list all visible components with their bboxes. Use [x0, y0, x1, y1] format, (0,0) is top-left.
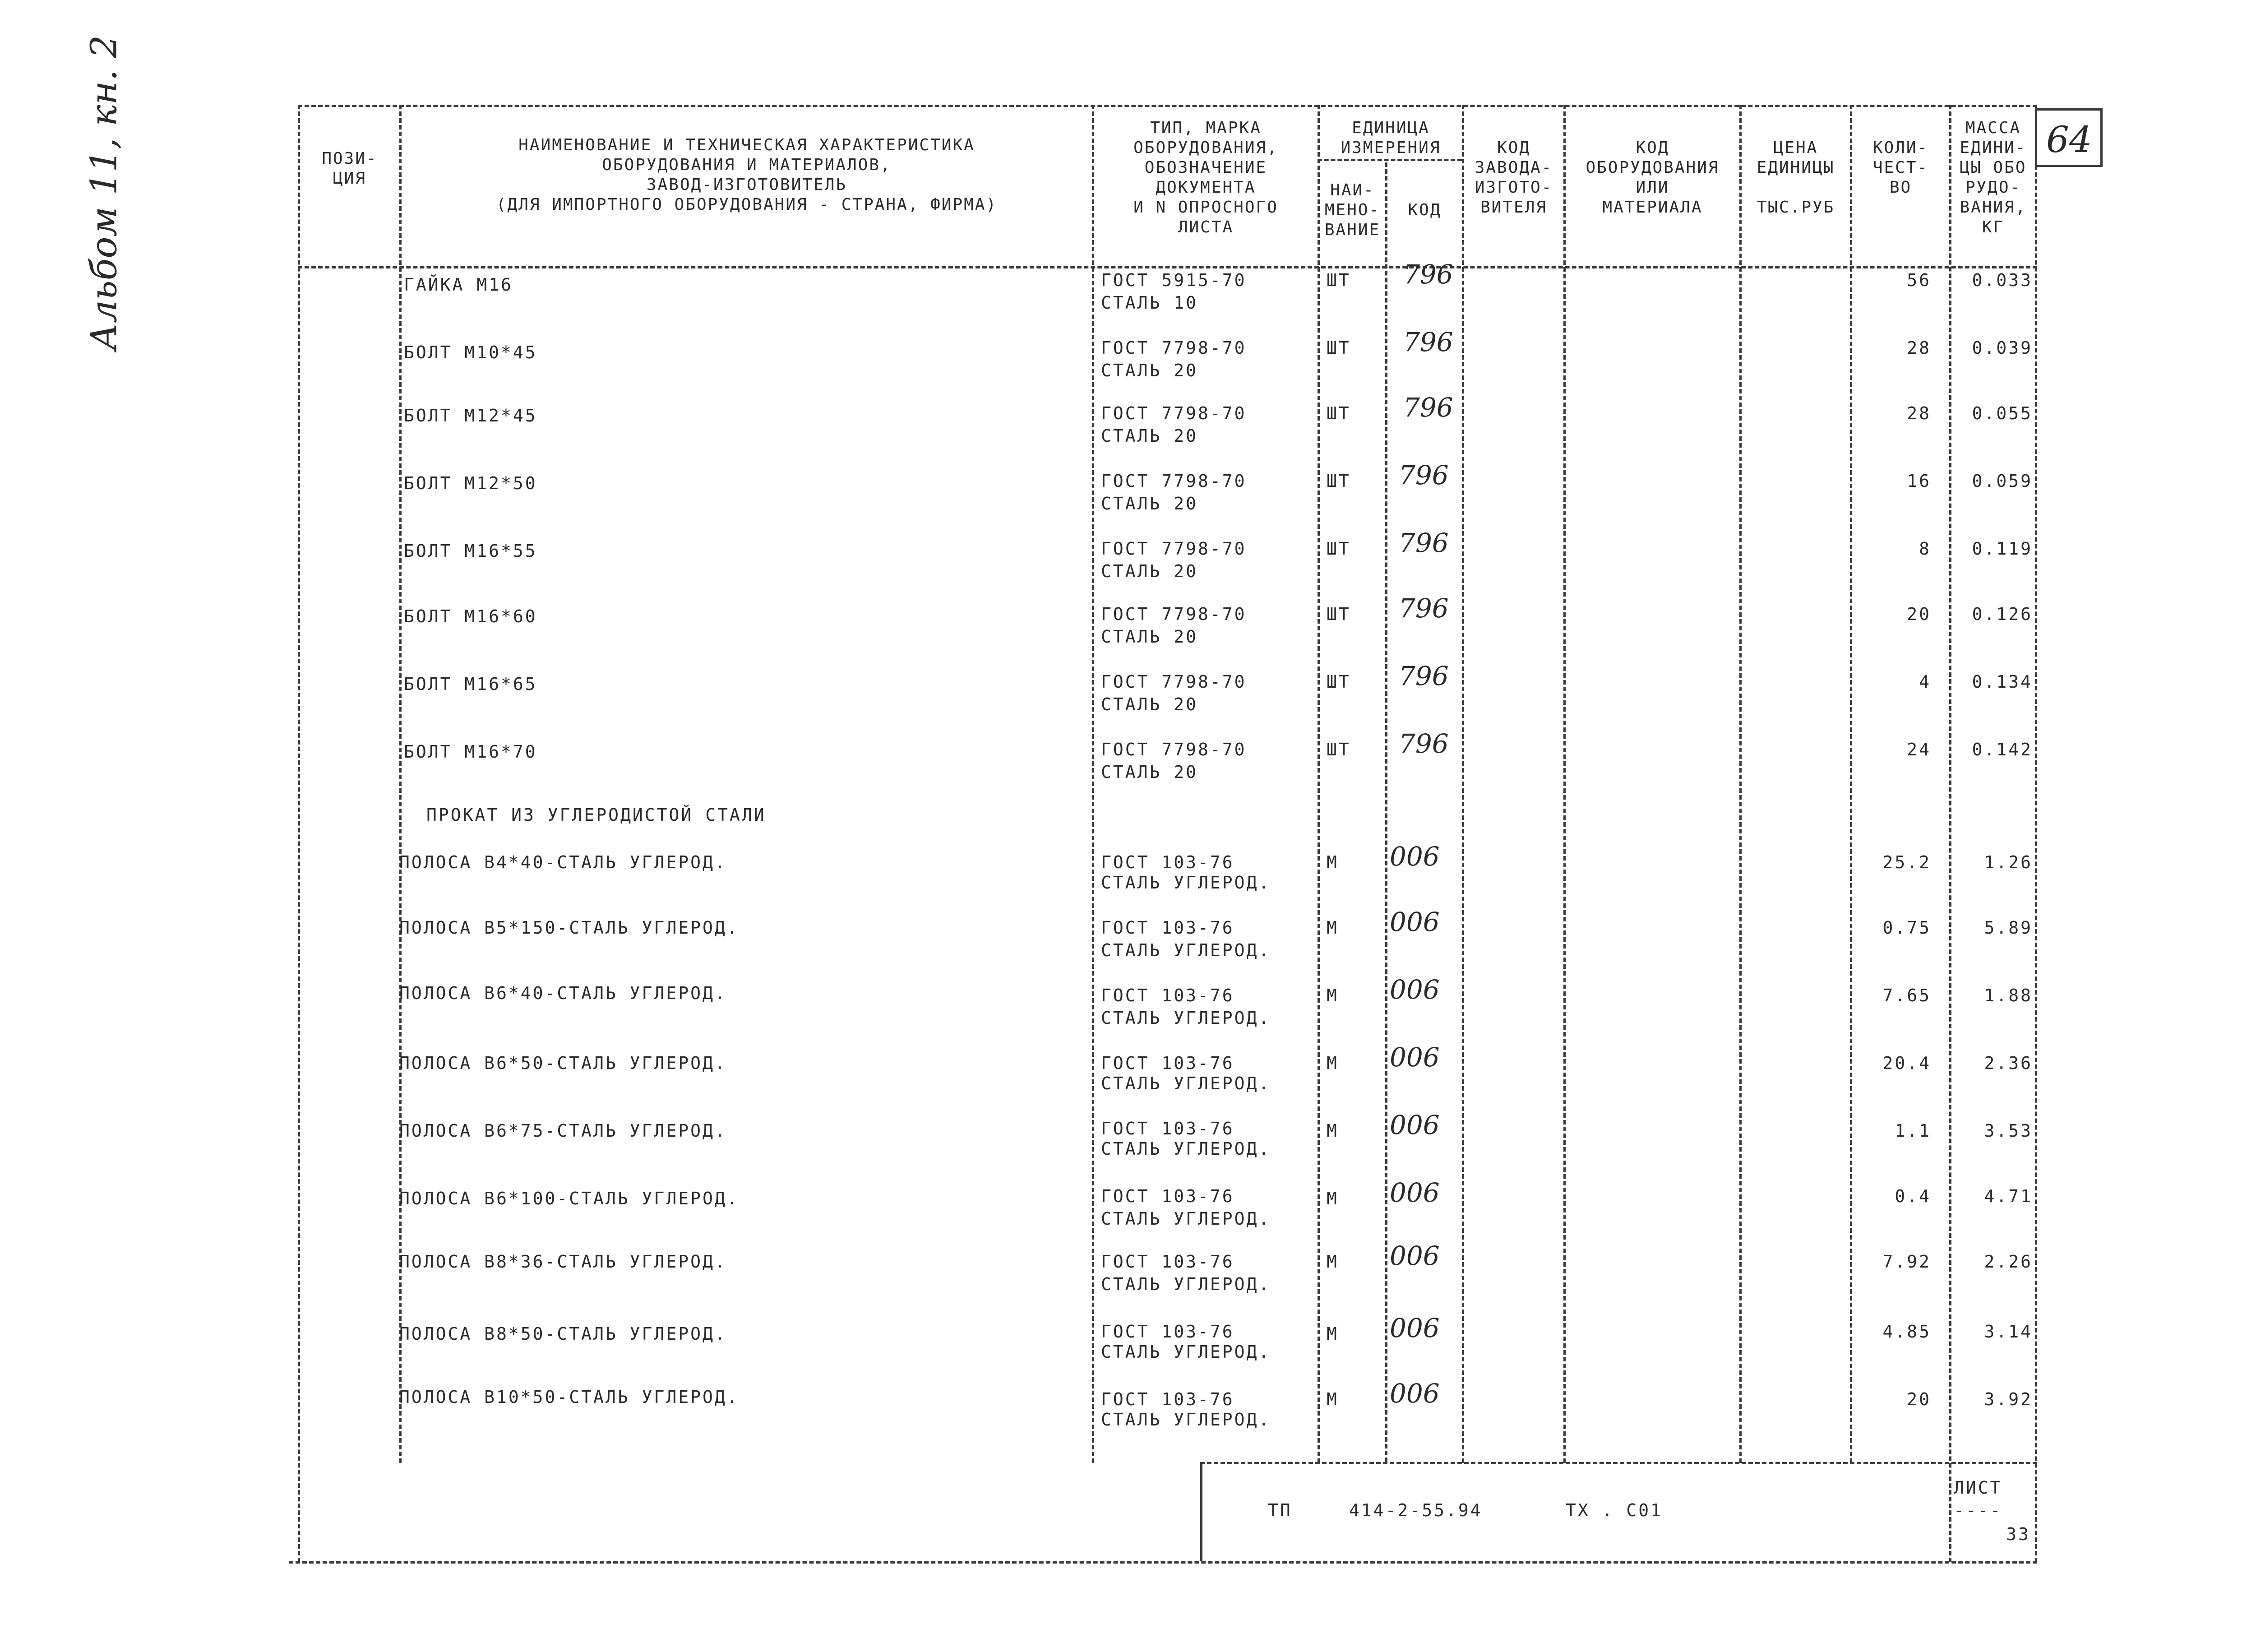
row-doc2: СТАЛЬ 20: [1101, 361, 1198, 380]
row-unit: М: [1327, 986, 1339, 1005]
row-qty: 0.4: [1895, 1186, 1931, 1206]
row-code: 006: [1390, 1042, 1440, 1073]
row-doc2: СТАЛЬ УГЛЕРОД.: [1101, 1342, 1271, 1362]
row-doc2: СТАЛЬ УГЛЕРОД.: [1101, 1209, 1271, 1229]
row-doc2: СТАЛЬ 20: [1101, 494, 1198, 514]
row-doc2: СТАЛЬ 20: [1101, 694, 1198, 714]
row-code: 796: [1399, 728, 1449, 759]
row-code: 796: [1403, 327, 1453, 357]
row-unit: М: [1327, 918, 1339, 938]
row-code: 006: [1390, 1110, 1440, 1140]
hdr-qty: КОЛИ- ЧЕСТ- ВО: [1872, 139, 1929, 197]
row-mass: 0.142: [1972, 740, 2033, 759]
page-number: 64: [2046, 119, 2092, 161]
row-code: 006: [1390, 974, 1440, 1005]
row-qty: 16: [1907, 471, 1931, 491]
row-mass: 2.36: [1984, 1053, 2033, 1073]
row-name: ПОЛОСА В6*75-СТАЛЬ УГЛЕРОД.: [399, 1121, 727, 1141]
row-doc: ГОСТ 103-76: [1101, 852, 1234, 872]
row-mass: 1.26: [1984, 852, 2033, 872]
row-doc: ГОСТ 7798-70: [1101, 539, 1247, 559]
row-qty: 28: [1907, 403, 1931, 423]
row-qty: 1.1: [1895, 1121, 1931, 1141]
row-name: БОЛТ М12*45: [404, 406, 537, 426]
row-unit: М: [1327, 1053, 1339, 1073]
row-name: ПОЛОСА В5*150-СТАЛЬ УГЛЕРОД.: [399, 918, 739, 938]
col-unit-divider: [1462, 105, 1464, 1463]
row-name: ПОЛОСА В8*36-СТАЛЬ УГЛЕРОД.: [399, 1252, 727, 1272]
stamp-section: ТХ . С01: [1566, 1500, 1663, 1520]
row-mass: 0.059: [1972, 471, 2033, 491]
row-unit: М: [1327, 1389, 1339, 1409]
row-qty: 20.4: [1882, 1053, 1931, 1073]
stamp-tp: ТП: [1268, 1500, 1292, 1520]
row-qty: 4: [1919, 672, 1931, 692]
row-code: 006: [1390, 1240, 1440, 1271]
table-bottom-border: [289, 1561, 2037, 1564]
row-doc: ГОСТ 103-76: [1101, 1252, 1234, 1272]
row-name: БОЛТ М10*45: [404, 342, 537, 362]
row-doc2: СТАЛЬ 20: [1101, 627, 1198, 647]
row-unit: ШТ: [1327, 270, 1351, 290]
row-unit: М: [1327, 1121, 1339, 1141]
row-unit: ШТ: [1327, 539, 1351, 559]
row-unit: М: [1327, 1252, 1339, 1272]
row-doc2: СТАЛЬ 20: [1101, 762, 1198, 782]
hdr-position: ПОЗИ- ЦИЯ: [322, 149, 378, 188]
row-doc2: СТАЛЬ 20: [1101, 561, 1198, 581]
row-mass: 1.88: [1984, 986, 2033, 1005]
row-unit: ШТ: [1327, 471, 1351, 491]
row-name: БОЛТ М12*50: [404, 473, 537, 493]
row-name: ПОЛОСА В10*50-СТАЛЬ УГЛЕРОД.: [399, 1387, 739, 1407]
row-mass: 0.033: [1972, 270, 2033, 290]
row-code: 796: [1399, 661, 1449, 691]
col-material-divider: [1739, 105, 1742, 1463]
col-type-divider: [1318, 105, 1320, 1463]
stamp-left-border: [1200, 1462, 1202, 1561]
row-name: БОЛТ М16*65: [404, 674, 537, 694]
row-code: 006: [1390, 1313, 1440, 1343]
sheet-label: ЛИСТ: [1954, 1478, 2002, 1498]
row-name: БОЛТ М16*55: [404, 541, 537, 561]
row-mass: 3.53: [1984, 1121, 2033, 1141]
hdr-material-code: КОД ОБОРУДОВАНИЯ ИЛИ МАТЕРИАЛА: [1586, 139, 1720, 217]
row-unit: ШТ: [1327, 672, 1351, 692]
row-doc2: СТАЛЬ УГЛЕРОД.: [1101, 1074, 1271, 1093]
hdr-name: НАИМЕНОВАНИЕ И ТЕХНИЧЕСКАЯ ХАРАКТЕРИСТИКА ОБОРУДОВАНИЯ И МАТЕРИАЛОВ, ЗАВОД-ИЗГОТОВИТЕЛЬ (ДЛЯ ИМПОРТНОГО ОБОРУДОВАНИЯ - СТРАНА, ФИРМА): [496, 136, 998, 214]
row-mass: 0.039: [1972, 338, 2033, 358]
row-mass: 0.126: [1972, 604, 2033, 624]
hdr-unit-code: КОД: [1408, 201, 1442, 219]
sheet-number: 33: [2006, 1524, 2030, 1544]
row-name: ПОЛОСА В8*50-СТАЛЬ УГЛЕРОД.: [399, 1324, 727, 1344]
table-top-border: [298, 105, 2037, 107]
row-name: ГАЙКА М16: [404, 275, 513, 295]
row-unit: М: [1327, 1189, 1339, 1208]
unit-split: [1318, 159, 1462, 161]
row-doc: ГОСТ 5915-70: [1101, 270, 1247, 290]
row-code: 796: [1403, 392, 1453, 423]
row-unit: М: [1327, 852, 1339, 872]
row-doc2: СТАЛЬ УГЛЕРОД.: [1101, 1410, 1271, 1430]
row-code: 006: [1390, 907, 1440, 937]
row-qty: 0.75: [1882, 918, 1931, 938]
hdr-unit-name: НАИ- МЕНО- ВАНИЕ: [1324, 181, 1381, 239]
row-doc2: СТАЛЬ УГЛЕРОД.: [1101, 940, 1271, 960]
section-title: ПРОКАТ ИЗ УГЛЕРОДИСТОЙ СТАЛИ: [426, 805, 766, 825]
row-qty: 4.85: [1882, 1322, 1931, 1342]
row-qty: 7.92: [1882, 1252, 1931, 1272]
row-doc: ГОСТ 103-76: [1101, 918, 1234, 938]
col-unitname-divider: [1385, 162, 1387, 1462]
row-doc: ГОСТ 7798-70: [1101, 471, 1247, 491]
row-unit: М: [1327, 1324, 1339, 1344]
row-doc: ГОСТ 103-76: [1101, 1322, 1234, 1342]
row-name: ПОЛОСА В6*100-СТАЛЬ УГЛЕРОД.: [399, 1189, 739, 1208]
row-mass: 4.71: [1984, 1186, 2033, 1206]
row-doc: ГОСТ 7798-70: [1101, 604, 1247, 624]
col-qty-divider: [1949, 105, 1951, 1562]
row-doc2: СТАЛЬ 10: [1101, 293, 1198, 313]
row-doc: ГОСТ 7798-70: [1101, 338, 1247, 358]
row-qty: 24: [1907, 740, 1931, 759]
row-name: БОЛТ М16*60: [404, 606, 537, 626]
row-qty: 8: [1919, 539, 1931, 559]
row-code: 796: [1399, 528, 1449, 558]
row-mass: 3.92: [1984, 1389, 2033, 1409]
page-number-box: [2035, 108, 2103, 167]
row-mass: 3.14: [1984, 1322, 2033, 1342]
row-doc: ГОСТ 103-76: [1101, 986, 1234, 1005]
hdr-unit: ЕДИНИЦА ИЗМЕРЕНИЯ: [1341, 119, 1441, 157]
row-qty: 28: [1907, 338, 1931, 358]
hdr-type: ТИП, МАРКА ОБОРУДОВАНИЯ, ОБОЗНАЧЕНИЕ ДОКУМЕНТА И N ОПРОСНОГО ЛИСТА: [1133, 119, 1278, 236]
sheet-separator: ----: [1954, 1500, 2002, 1520]
row-doc2: СТАЛЬ УГЛЕРОД.: [1101, 1008, 1271, 1028]
row-mass: 0.134: [1972, 672, 2033, 692]
row-mass: 2.26: [1984, 1252, 2033, 1272]
hdr-plant-code: КОД ЗАВОДА- ИЗГОТО- ВИТЕЛЯ: [1475, 139, 1553, 217]
row-name: БОЛТ М16*70: [404, 742, 537, 762]
row-code: 796: [1403, 259, 1453, 290]
col-plant-divider: [1563, 105, 1566, 1463]
col-name-divider: [1092, 105, 1094, 1463]
hdr-price: ЦЕНА ЕДИНИЦЫ ТЫС.РУБ: [1757, 139, 1835, 217]
row-doc2: СТАЛЬ УГЛЕРОД.: [1101, 1274, 1271, 1294]
row-mass: 5.89: [1984, 918, 2033, 938]
row-doc2: СТАЛЬ 20: [1101, 426, 1198, 446]
row-qty: 20: [1907, 604, 1931, 624]
row-unit: ШТ: [1327, 403, 1351, 423]
row-doc: ГОСТ 103-76: [1101, 1053, 1234, 1073]
album-note: Альбом 11, кн. 2: [83, 35, 125, 351]
row-code: 796: [1399, 593, 1449, 624]
stamp-top-border: [1200, 1462, 2037, 1464]
row-doc: ГОСТ 7798-70: [1101, 672, 1247, 692]
row-qty: 7.65: [1882, 986, 1931, 1005]
row-doc2: СТАЛЬ УГЛЕРОД.: [1101, 873, 1271, 893]
left-border: [298, 105, 300, 1562]
row-doc: ГОСТ 7798-70: [1101, 740, 1247, 759]
row-doc: ГОСТ 7798-70: [1101, 403, 1247, 423]
row-qty: 20: [1907, 1389, 1931, 1409]
row-doc: ГОСТ 103-76: [1101, 1119, 1234, 1138]
hdr-mass: МАССА ЕДИНИ- ЦЫ ОБО РУДО- ВАНИЯ, КГ: [1960, 119, 2027, 236]
right-border: [2035, 105, 2037, 1562]
row-mass: 0.055: [1972, 403, 2033, 423]
row-name: ПОЛОСА В4*40-СТАЛЬ УГЛЕРОД.: [399, 852, 727, 872]
row-code: 006: [1390, 841, 1440, 872]
row-unit: ШТ: [1327, 604, 1351, 624]
row-doc: ГОСТ 103-76: [1101, 1186, 1234, 1206]
row-unit: ШТ: [1327, 740, 1351, 759]
row-code: 796: [1399, 460, 1449, 491]
stamp-project: 414-2-55.94: [1349, 1500, 1483, 1520]
row-doc2: СТАЛЬ УГЛЕРОД.: [1101, 1139, 1271, 1159]
row-doc: ГОСТ 103-76: [1101, 1389, 1234, 1409]
row-code: 006: [1390, 1177, 1440, 1208]
row-qty: 56: [1907, 270, 1931, 290]
row-name: ПОЛОСА В6*50-СТАЛЬ УГЛЕРОД.: [399, 1053, 727, 1073]
row-name: ПОЛОСА В6*40-СТАЛЬ УГЛЕРОД.: [399, 983, 727, 1003]
row-mass: 0.119: [1972, 539, 2033, 559]
row-code: 006: [1390, 1378, 1440, 1409]
row-unit: ШТ: [1327, 338, 1351, 358]
row-qty: 25.2: [1882, 852, 1931, 872]
